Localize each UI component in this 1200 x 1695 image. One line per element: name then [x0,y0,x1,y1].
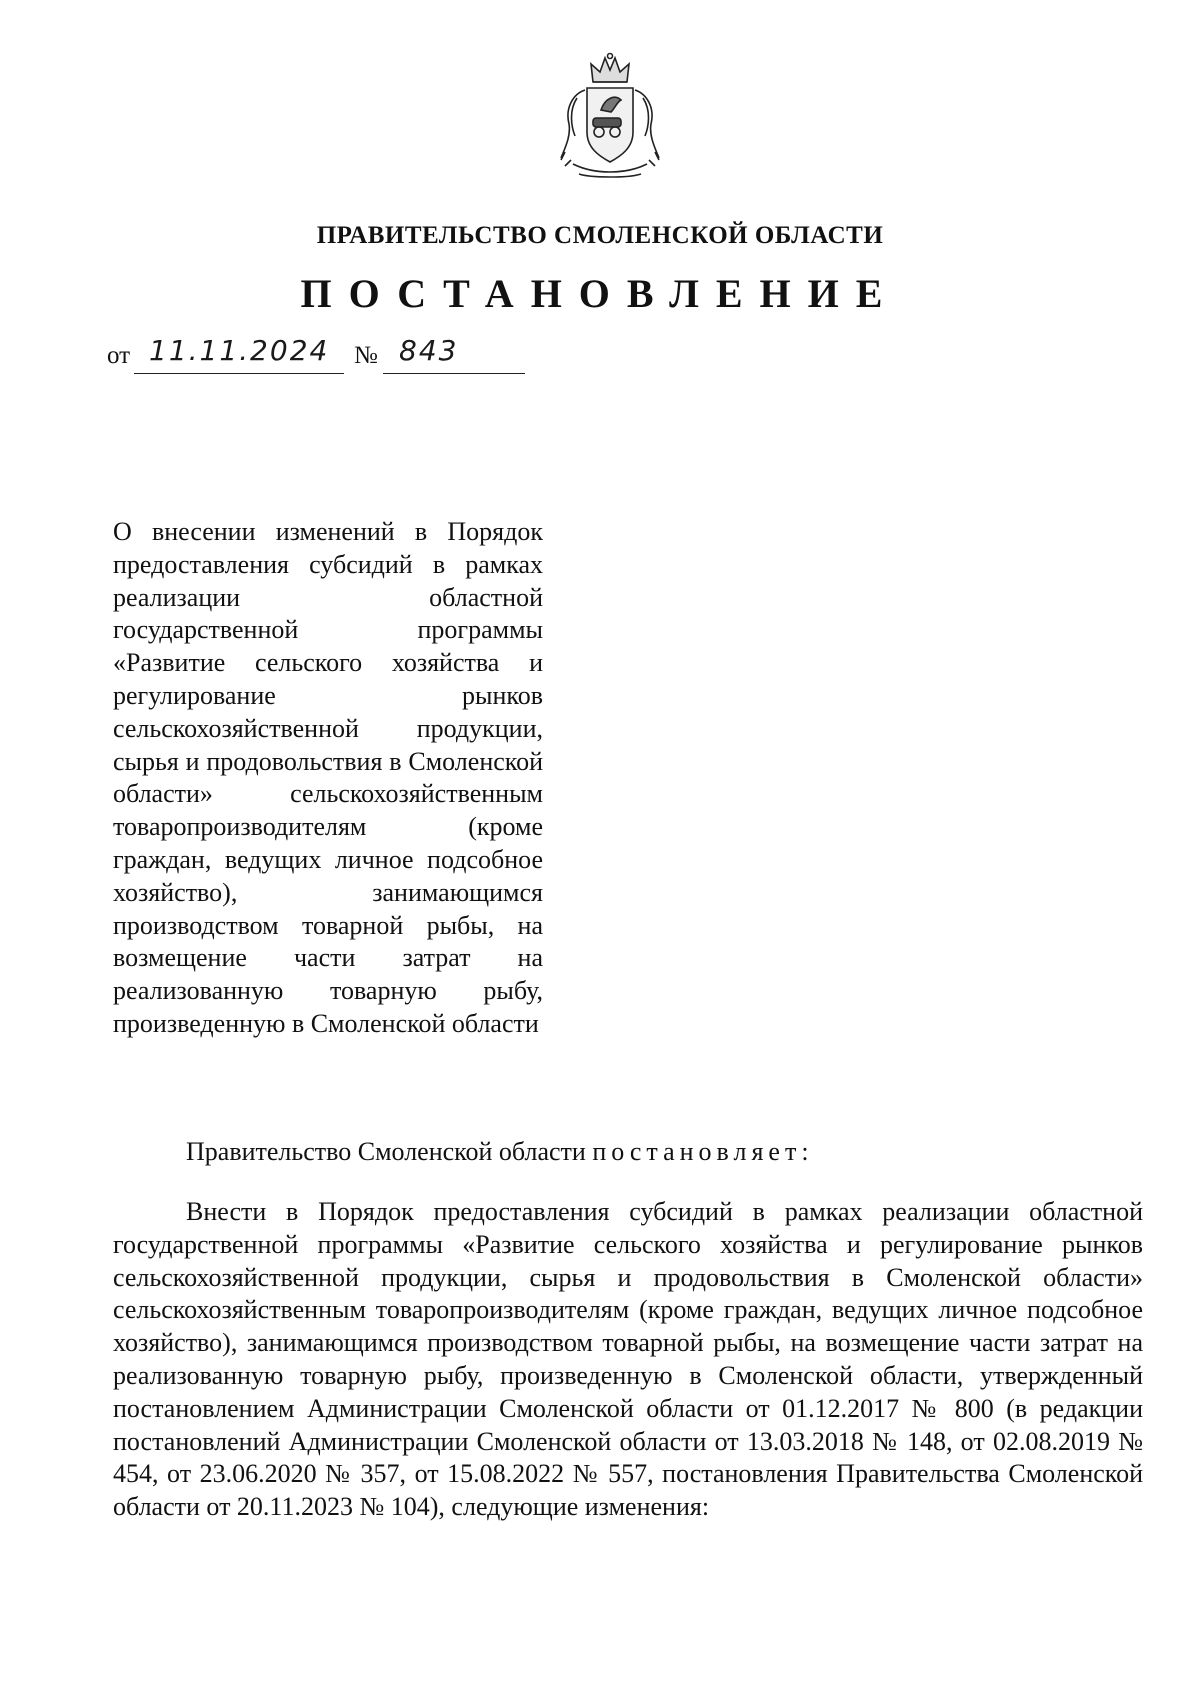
number-prefix: № [354,342,378,369]
date-underline [134,373,344,374]
preamble-verb: постановляет: [592,1137,814,1166]
document-subject: О внесении изменений в Порядок предоставления субсидий в рамках реализации областной государственной программы «Развитие сельского хозяйства и регулирование рынков сельскохозяйственной продукции, сырья и продовольствия в Смоленской области» сельскохозяйственным товаропроизводителям (кроме граждан, ведущих личное подсобное хозяйство), занимающимся производством товарной рыбы, на возмещение части затрат на реализованную товарную рыбу, произведенную в Смоленской области [113,517,543,1038]
document-type: ПОСТАНОВЛЕНИЕ [300,271,900,316]
number-value: 843 [399,334,459,367]
body-paragraph: Внести в Порядок предоставления субсидий в рамках реализации областной государственной программы «Развитие сельского хозяйства и регулирование рынков сельскохозяйственной продукции, сырья и продовольствия в Смоленской области» сельскохозяйственным товаропроизводителям (кроме граждан, ведущих личное подсобное хозяйство), занимающимся производством товарной рыбы, на возмещение части затрат на реализованную товарную рыбу, произведенную в Смоленской области, утвержденный постановлением Администрации Смоленской области от 01.12.2017 № 800 (в редакции постановлений Администрации Смоленской области от 13.03.2018 № 148, от 02.08.2019 № 454, от 23.06.2020 № 357, от 15.08.2022 № 557, постановления Правительства Смоленской области от 20.11.2023 № 104), следующие изменения: [113,1197,1143,1522]
smolensk-coat-of-arms-icon [555,52,665,182]
preamble [186,1137,814,1167]
date-prefix: от [107,342,131,369]
government-name: ПРАВИТЕЛЬСТВО СМОЛЕНСКОЙ ОБЛАСТИ [316,222,884,249]
date-value: 11.11.2024 [149,334,330,367]
number-underline [383,373,525,374]
preamble-lead: Правительство Смоленской области [186,1137,593,1166]
registration-line [107,334,527,374]
